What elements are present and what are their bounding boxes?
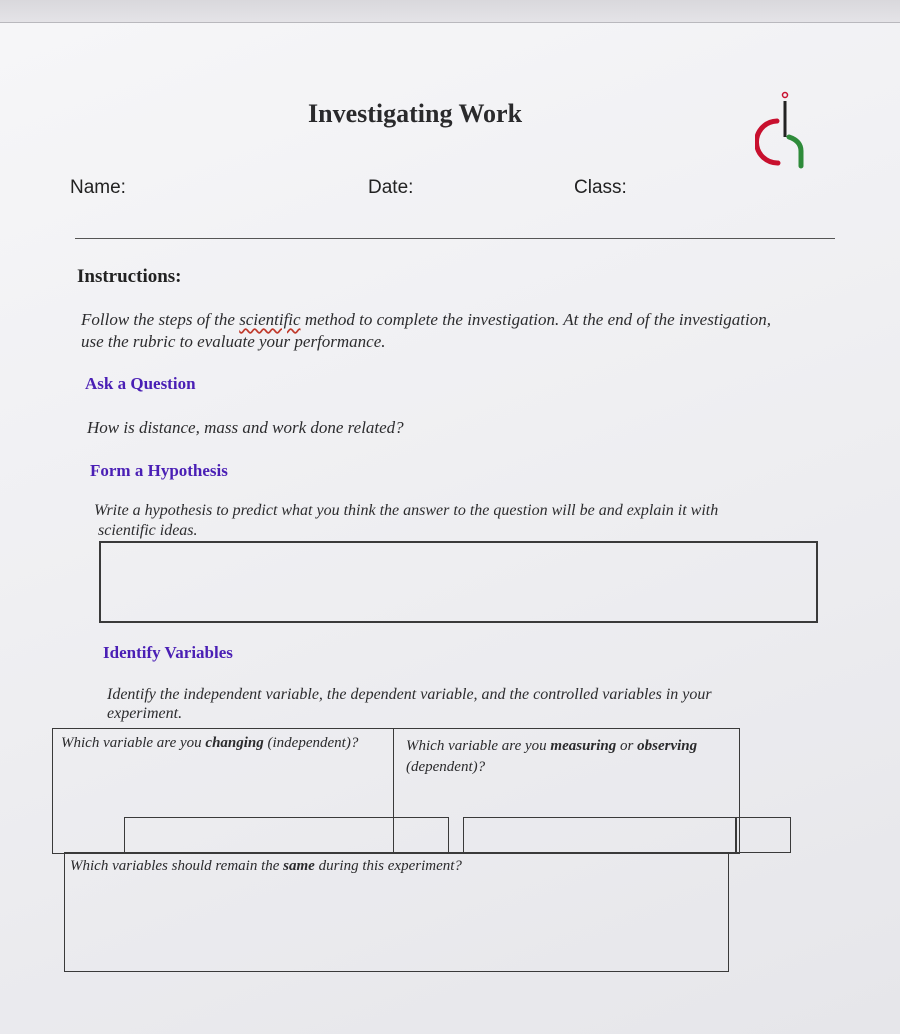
independent-variable-question [61, 733, 358, 754]
ask-question-heading: Ask a Question [85, 374, 196, 393]
power-symbol-logo-icon [755, 91, 815, 181]
controlled-variables-question [70, 856, 462, 877]
dependent-answer-field[interactable] [463, 817, 737, 853]
independent-answer-field[interactable] [124, 817, 394, 853]
variables-prompt-line2: experiment. [107, 705, 183, 722]
instructions-heading: Instructions: [77, 266, 182, 287]
spellcheck-word: scientific [239, 310, 301, 329]
controlled-text-bold: same [283, 858, 315, 874]
screen-bezel [0, 0, 900, 22]
variables-prompt [107, 685, 757, 723]
independent-text-post: (independent)? [263, 735, 359, 751]
instructions-text-line2: use the rubric to evaluate your performance. [81, 332, 386, 351]
hypothesis-prompt-line2: scientific ideas. [98, 522, 198, 539]
dependent-text-pre: Which variable are you [406, 738, 551, 754]
instructions-text-part2: method to complete the investigation. At the end of the investigation, [300, 310, 771, 329]
instructions-text [81, 309, 801, 353]
header-divider [75, 238, 835, 239]
controlled-text-post: during this experiment? [314, 858, 462, 874]
hypothesis-heading: Form a Hypothesis [90, 461, 228, 480]
hypothesis-prompt-line1: Write a hypothesis to predict what you think the answer to the question will be and explain it with [94, 502, 719, 519]
dependent-text-bold2: observing [637, 738, 698, 754]
dependent-variable-question [406, 736, 736, 778]
independent-text-pre: Which variable are you [61, 735, 206, 751]
dependent-answer-field-extension[interactable] [735, 817, 791, 853]
dependent-text-mid: or [616, 738, 638, 754]
independent-text-bold: changing [205, 735, 264, 751]
worksheet-page [0, 22, 900, 1034]
dependent-text-line2: (dependent)? [406, 759, 486, 775]
controlled-text-pre: Which variables should remain the [70, 858, 284, 874]
date-label: Date: [368, 177, 414, 198]
dependent-text-bold1: measuring [550, 738, 617, 754]
name-label: Name: [70, 177, 126, 198]
class-label: Class: [574, 177, 627, 198]
identify-variables-heading: Identify Variables [103, 643, 233, 662]
middle-answer-field[interactable] [393, 817, 449, 853]
hypothesis-prompt [94, 501, 814, 541]
page-title: Investigating Work [308, 99, 523, 128]
variables-prompt-line1: Identify the independent variable, the dependent variable, and the controlled variables in your [107, 686, 712, 703]
research-question: How is distance, mass and work done related? [87, 418, 404, 437]
instructions-text-part1: Follow the steps of the [81, 310, 240, 329]
hypothesis-answer-box[interactable] [99, 541, 818, 623]
